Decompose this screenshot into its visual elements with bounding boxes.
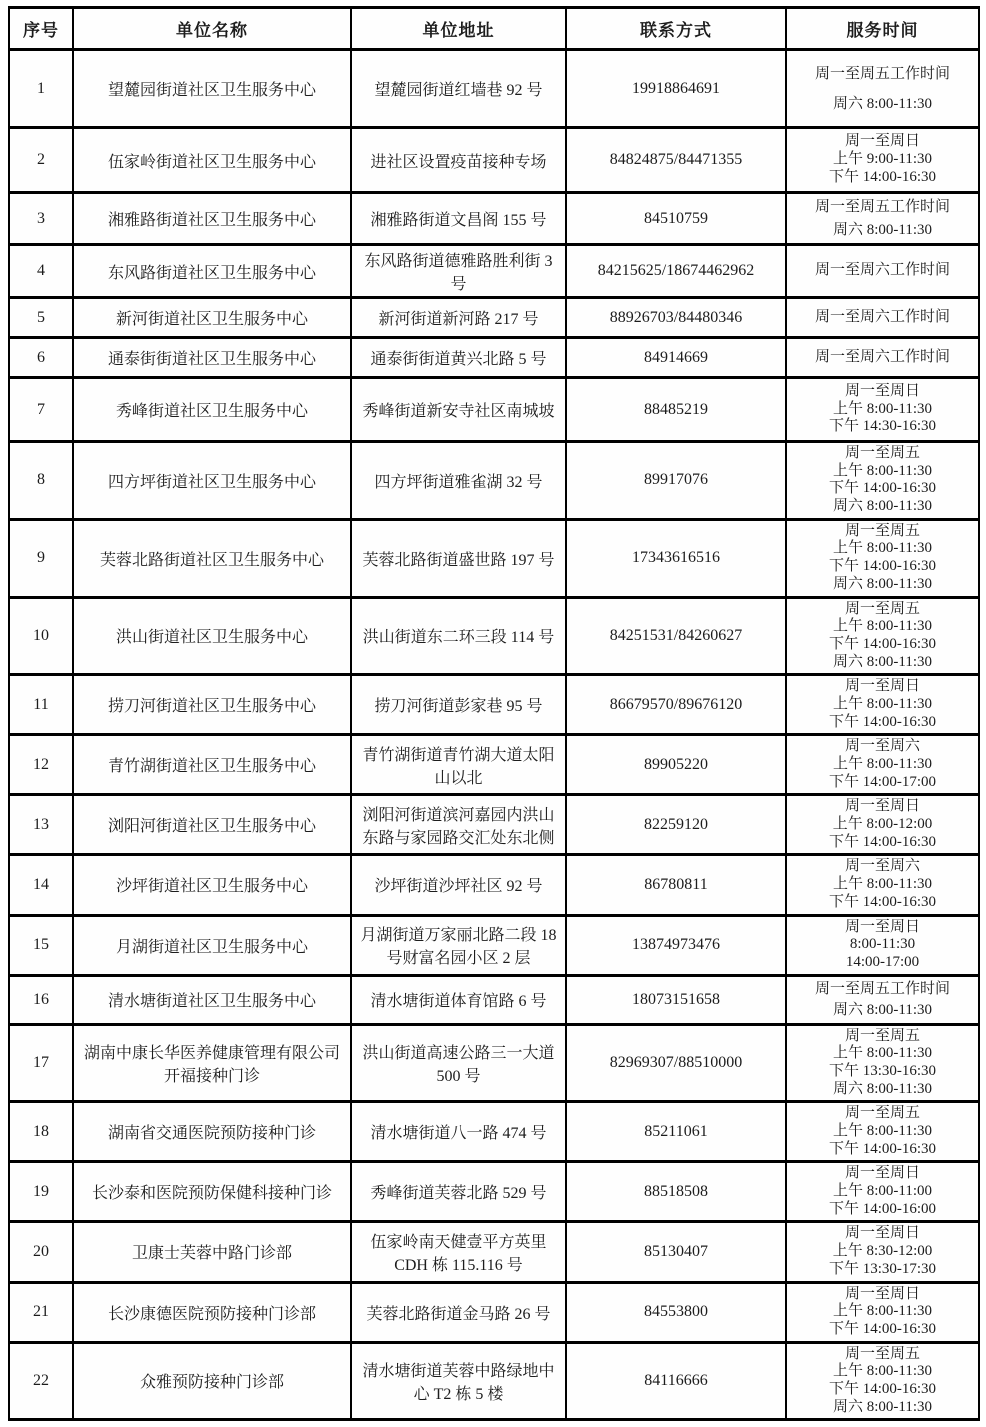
cell-service-hours (786, 975, 979, 1024)
table-row (9, 442, 979, 520)
service-hours-line: 周一至周五 (844, 600, 920, 617)
cell-contact: 84251531/84260627 (566, 597, 786, 675)
service-hours-line: 下午 14:00-16:30 (828, 893, 937, 910)
cell-unit-name: 沙坪街道社区卫生服务中心 (73, 855, 351, 915)
cell-contact: 89905220 (566, 735, 786, 795)
cell-contact: 84116666 (566, 1342, 786, 1420)
service-hours-line: 下午 14:00-16:30 (828, 168, 937, 185)
cell-contact: 84215625/18674462962 (566, 245, 786, 298)
service-hours-line: 周一至周五 (844, 522, 920, 539)
service-hours-line: 上午 8:30-12:00 (832, 1243, 933, 1260)
cell-unit-address: 捞刀河街道彭家巷 95 号 (351, 675, 566, 735)
service-hours-line: 上午 8:00-11:30 (832, 1045, 933, 1062)
table-row (9, 1282, 979, 1342)
service-hours-line: 上午 8:00-11:30 (832, 876, 933, 893)
service-hours-line: 周一至周六 (844, 858, 920, 875)
cell-unit-address: 清水塘街道体育馆路 6 号 (351, 975, 566, 1024)
cell-contact: 19918864691 (566, 50, 786, 128)
table-row (9, 1342, 979, 1420)
cell-unit-name: 湘雅路街道社区卫生服务中心 (73, 193, 351, 245)
cell-index: 13 (9, 795, 73, 855)
cell-unit-name: 伍家岭街道社区卫生服务中心 (73, 128, 351, 193)
cell-unit-name: 通泰街街道社区卫生服务中心 (73, 338, 351, 378)
cell-contact: 89917076 (566, 442, 786, 520)
cell-service-hours (786, 1162, 979, 1222)
cell-unit-address: 通泰街街道黄兴北路 5 号 (351, 338, 566, 378)
table-row (9, 675, 979, 735)
cell-service-hours (786, 298, 979, 338)
service-hours-line: 周六 8:00-11:30 (832, 1398, 933, 1415)
table-row (9, 378, 979, 442)
cell-index: 9 (9, 519, 73, 597)
service-hours-line: 上午 9:00-11:30 (832, 151, 933, 168)
cell-contact: 82259120 (566, 795, 786, 855)
cell-contact: 88485219 (566, 378, 786, 442)
cell-service-hours (786, 50, 979, 128)
service-hours-line: 上午 8:00-11:30 (832, 695, 933, 712)
service-hours-line: 下午 14:00-16:30 (828, 713, 937, 730)
service-hours-line: 周一至周五工作时间 (814, 65, 950, 82)
cell-unit-address: 洪山街道东二环三段 114 号 (351, 597, 566, 675)
cell-contact: 85211061 (566, 1102, 786, 1162)
cell-contact: 86780811 (566, 855, 786, 915)
cell-unit-name: 众雅预防接种门诊部 (73, 1342, 351, 1420)
service-hours-line: 下午 14:00-16:30 (828, 1320, 937, 1337)
cell-unit-name: 秀峰街道社区卫生服务中心 (73, 378, 351, 442)
table-row (9, 519, 979, 597)
cell-unit-name: 新河街道社区卫生服务中心 (73, 298, 351, 338)
service-hours-line: 周一至周六工作时间 (814, 348, 950, 365)
header-name: 单位名称 (73, 8, 351, 50)
cell-index: 20 (9, 1222, 73, 1282)
service-hours-line: 下午 14:00-16:30 (828, 1380, 937, 1397)
cell-unit-address: 月湖街道万家丽北路二段 18 号财富名园小区 2 层 (351, 915, 566, 975)
cell-contact: 18073151658 (566, 975, 786, 1024)
cell-unit-name: 望麓园街道社区卫生服务中心 (73, 50, 351, 128)
cell-index: 7 (9, 378, 73, 442)
vaccination-clinics-table (8, 6, 980, 1421)
cell-contact: 82969307/88510000 (566, 1024, 786, 1102)
service-hours-line: 周一至周日 (844, 1285, 920, 1302)
cell-unit-address: 青竹湖街道青竹湖大道太阳山以北 (351, 735, 566, 795)
cell-unit-name: 捞刀河街道社区卫生服务中心 (73, 675, 351, 735)
table-row (9, 915, 979, 975)
cell-service-hours (786, 1342, 979, 1420)
table-row (9, 597, 979, 675)
cell-service-hours (786, 795, 979, 855)
service-hours-line: 下午 14:30-16:30 (828, 418, 937, 435)
cell-unit-name: 湖南中康长华医养健康管理有限公司开福接种门诊 (73, 1024, 351, 1102)
service-hours-line: 上午 8:00-11:30 (832, 1363, 933, 1380)
cell-unit-address: 清水塘街道芙蓉中路绿地中心 T2 栋 5 楼 (351, 1342, 566, 1420)
service-hours-line: 8:00-11:30 (849, 936, 916, 953)
table-row (9, 1222, 979, 1282)
service-hours-line: 周六 8:00-11:30 (832, 575, 933, 592)
service-hours-line: 周六 8:00-11:30 (832, 1080, 933, 1097)
cell-unit-address: 四方坪街道雅雀湖 32 号 (351, 442, 566, 520)
cell-service-hours (786, 915, 979, 975)
cell-index: 19 (9, 1162, 73, 1222)
cell-service-hours (786, 128, 979, 193)
cell-contact: 86679570/89676120 (566, 675, 786, 735)
cell-index: 1 (9, 50, 73, 128)
cell-unit-address: 秀峰街道芙蓉北路 529 号 (351, 1162, 566, 1222)
service-hours-line: 上午 8:00-11:30 (832, 462, 933, 479)
service-hours-line: 上午 8:00-11:30 (832, 1303, 933, 1320)
cell-index: 5 (9, 298, 73, 338)
service-hours-line: 周六 8:00-11:30 (832, 221, 933, 238)
header-address: 单位地址 (351, 8, 566, 50)
cell-service-hours (786, 1282, 979, 1342)
cell-contact: 85130407 (566, 1222, 786, 1282)
service-hours-line: 周一至周五 (844, 1345, 920, 1362)
cell-index: 10 (9, 597, 73, 675)
service-hours-line: 周一至周五工作时间 (814, 980, 950, 997)
table-row (9, 245, 979, 298)
cell-unit-name: 东风路街道社区卫生服务中心 (73, 245, 351, 298)
table-row (9, 298, 979, 338)
service-hours-line: 周一至周日 (844, 133, 920, 150)
cell-service-hours (786, 378, 979, 442)
service-hours-line: 上午 8:00-11:30 (832, 400, 933, 417)
table-body (9, 50, 979, 1420)
cell-unit-name: 洪山街道社区卫生服务中心 (73, 597, 351, 675)
cell-unit-name: 湖南省交通医院预防接种门诊 (73, 1102, 351, 1162)
cell-unit-address: 芙蓉北路街道金马路 26 号 (351, 1282, 566, 1342)
cell-index: 17 (9, 1024, 73, 1102)
service-hours-line: 下午 14:00-16:00 (828, 1200, 937, 1217)
service-hours-line: 周六 8:00-11:30 (832, 498, 933, 515)
cell-unit-address: 沙坪街道沙坪社区 92 号 (351, 855, 566, 915)
cell-unit-address: 湘雅路街道文昌阁 155 号 (351, 193, 566, 245)
header-contact: 联系方式 (566, 8, 786, 50)
service-hours-line: 周一至周五 (844, 1027, 920, 1044)
table-row (9, 735, 979, 795)
cell-unit-name: 青竹湖街道社区卫生服务中心 (73, 735, 351, 795)
cell-unit-address: 东风路街道德雅路胜利街 3 号 (351, 245, 566, 298)
table-row (9, 128, 979, 193)
service-hours-line: 周一至周五工作时间 (814, 199, 950, 215)
cell-index: 8 (9, 442, 73, 520)
service-hours-line: 周一至周日 (844, 798, 920, 815)
table-row (9, 338, 979, 378)
service-hours-line: 周一至周日 (844, 678, 920, 695)
cell-unit-address: 洪山街道高速公路三一大道 500 号 (351, 1024, 566, 1102)
service-hours-line: 周一至周日 (844, 918, 920, 935)
service-hours-line: 周一至周五 (844, 1105, 920, 1122)
cell-service-hours (786, 1024, 979, 1102)
service-hours-line: 下午 14:00-16:30 (828, 1140, 937, 1157)
service-hours-line: 周一至周六工作时间 (814, 308, 950, 325)
cell-unit-name: 芙蓉北路街道社区卫生服务中心 (73, 519, 351, 597)
service-hours-line: 上午 8:00-11:30 (832, 756, 933, 772)
service-hours-line: 上午 8:00-12:00 (832, 816, 933, 833)
service-hours-line: 上午 8:00-11:00 (832, 1183, 933, 1200)
cell-index: 18 (9, 1102, 73, 1162)
cell-service-hours (786, 1222, 979, 1282)
table-row (9, 1162, 979, 1222)
service-hours-line: 下午 13:30-17:30 (828, 1260, 937, 1277)
service-hours-line: 下午 14:00-16:30 (828, 635, 937, 652)
header-hours: 服务时间 (786, 8, 979, 50)
service-hours-line: 下午 14:00-16:30 (828, 480, 937, 497)
cell-index: 11 (9, 675, 73, 735)
service-hours-line: 周六 8:00-11:30 (832, 95, 933, 112)
cell-index: 14 (9, 855, 73, 915)
cell-contact: 13874973476 (566, 915, 786, 975)
cell-contact: 84553800 (566, 1282, 786, 1342)
table-header (9, 8, 979, 50)
service-hours-line: 上午 8:00-11:30 (832, 1123, 933, 1139)
cell-contact: 84914669 (566, 338, 786, 378)
service-hours-line: 14:00-17:00 (845, 953, 920, 970)
service-hours-line: 周六 8:00-11:30 (832, 653, 933, 670)
cell-service-hours (786, 245, 979, 298)
cell-service-hours (786, 442, 979, 520)
service-hours-line: 上午 8:00-11:30 (832, 618, 933, 635)
cell-index: 3 (9, 193, 73, 245)
cell-index: 2 (9, 128, 73, 193)
cell-unit-address: 清水塘街道八一路 474 号 (351, 1102, 566, 1162)
service-hours-line: 下午 14:00-16:30 (828, 558, 937, 575)
table-row (9, 1102, 979, 1162)
table-row (9, 50, 979, 128)
header-index: 序号 (9, 8, 73, 50)
cell-service-hours (786, 1102, 979, 1162)
cell-service-hours (786, 855, 979, 915)
cell-index: 16 (9, 975, 73, 1024)
cell-unit-name: 长沙康德医院预防接种门诊部 (73, 1282, 351, 1342)
service-hours-line: 下午 13:30-16:30 (828, 1062, 937, 1079)
cell-index: 12 (9, 735, 73, 795)
cell-unit-address: 望麓园街道红墙巷 92 号 (351, 50, 566, 128)
cell-contact: 17343616516 (566, 519, 786, 597)
service-hours-line: 周一至周日 (844, 382, 920, 399)
cell-unit-name: 浏阳河街道社区卫生服务中心 (73, 795, 351, 855)
service-hours-line: 周一至周六工作时间 (814, 262, 950, 279)
table-row (9, 1024, 979, 1102)
cell-unit-address: 进社区设置疫苗接种专场 (351, 128, 566, 193)
cell-unit-name: 四方坪街道社区卫生服务中心 (73, 442, 351, 520)
cell-index: 4 (9, 245, 73, 298)
service-hours-line: 周一至周六 (844, 738, 920, 755)
cell-unit-name: 卫康士芙蓉中路门诊部 (73, 1222, 351, 1282)
cell-unit-name: 月湖街道社区卫生服务中心 (73, 915, 351, 975)
service-hours-line: 周一至周日 (844, 1165, 920, 1182)
cell-unit-address: 秀峰街道新安寺社区南城坡 (351, 378, 566, 442)
table-row (9, 855, 979, 915)
service-hours-line: 周六 8:00-11:30 (832, 1001, 933, 1018)
service-hours-line: 下午 14:00-17:00 (828, 773, 937, 790)
cell-unit-address: 浏阳河街道滨河嘉园内洪山东路与家园路交汇处东北侧 (351, 795, 566, 855)
cell-index: 21 (9, 1282, 73, 1342)
cell-service-hours (786, 193, 979, 245)
cell-contact: 88518508 (566, 1162, 786, 1222)
cell-service-hours (786, 597, 979, 675)
cell-unit-name: 长沙泰和医院预防保健科接种门诊 (73, 1162, 351, 1222)
cell-service-hours (786, 338, 979, 378)
cell-unit-address: 新河街道新河路 217 号 (351, 298, 566, 338)
service-hours-line: 周一至周五 (844, 445, 920, 461)
cell-service-hours (786, 519, 979, 597)
cell-unit-name: 清水塘街道社区卫生服务中心 (73, 975, 351, 1024)
cell-unit-address: 伍家岭南天健壹平方英里 CDH 栋 115.116 号 (351, 1222, 566, 1282)
service-hours-line: 周一至周日 (844, 1225, 920, 1242)
cell-service-hours (786, 735, 979, 795)
cell-unit-address: 芙蓉北路街道盛世路 197 号 (351, 519, 566, 597)
cell-contact: 84510759 (566, 193, 786, 245)
service-hours-line: 上午 8:00-11:30 (832, 540, 933, 557)
table-row (9, 795, 979, 855)
cell-index: 15 (9, 915, 73, 975)
cell-contact: 88926703/84480346 (566, 298, 786, 338)
cell-contact: 84824875/84471355 (566, 128, 786, 193)
cell-service-hours (786, 675, 979, 735)
header-row (9, 8, 979, 50)
cell-index: 6 (9, 338, 73, 378)
table-row (9, 193, 979, 245)
cell-index: 22 (9, 1342, 73, 1420)
service-hours-line: 下午 14:00-16:30 (828, 833, 937, 850)
table-row (9, 975, 979, 1024)
